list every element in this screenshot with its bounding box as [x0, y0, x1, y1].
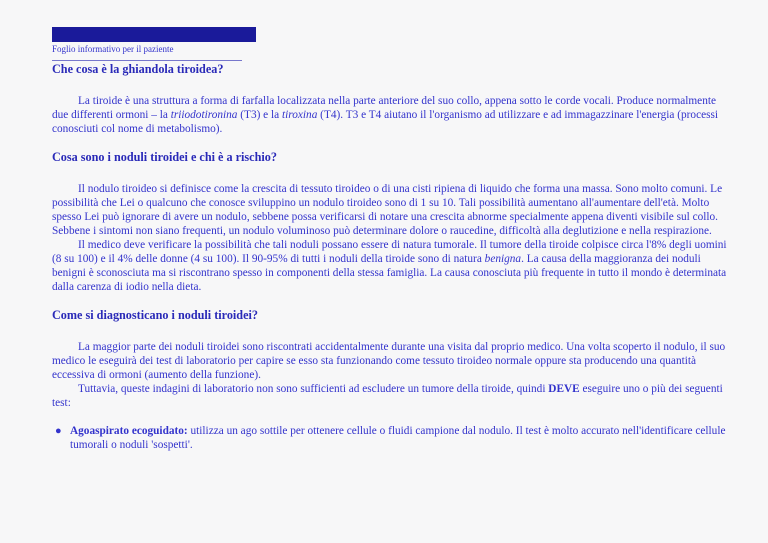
- paragraph: Tuttavia, queste indagini di laboratorio non sono sufficienti ad escludere un tumore della tiroide, quindi DEVE eseguire uno o più dei seguenti test:: [52, 383, 723, 409]
- paragraph: La maggior parte dei noduli tiroidei sono riscontrati accidentalmente durante una visita dal proprio medico. Una volta scoperto il nodulo, il suo medico le eseguirà dei test di laboratorio per capire se esso sta funzionando come tessuto tiroideo normale oppure sta producendo una quantità eccessiva di ormoni (aumento della funzione).: [52, 341, 726, 381]
- paragraph: Il medico deve verificare la possibilità che tali noduli possano essere di natura tumorale. Il tumore della tiroide colpisce circa l'8% degli uomini (8 su 100) e il 4% delle donne (4 su 100). Il 90-95% di tutti i noduli della tiroide sono di natura benigna. La causa della maggioranza dei noduli benigni è sconosciuta ma si riscontrano spesso in componenti della stessa famiglia. La causa conosciuta più frequente in tutto il mondo è determinata dalla carenza di iodio nella dieta.: [52, 239, 727, 293]
- document-body: [52, 62, 732, 452]
- bullet-icon: ●: [55, 425, 62, 437]
- section-title: Che cosa è la ghiandola tiroidea?: [52, 62, 224, 76]
- header-label: Foglio informativo per il paziente: [52, 44, 174, 54]
- section-title: Cosa sono i noduli tiroidei e chi è a rischio?: [52, 150, 277, 164]
- paragraph: Il nodulo tiroideo si definisce come la crescita di tessuto tiroideo o di una cisti ripiena di liquido che forma una massa. Sono molto comuni. Le possibilità che Lei o qualcuno che conosce sviluppino un nodulo tiroideo sono di 1 su 10. Tali possibilità aumentano all'aumentare dell'età. Molto spesso Lei può ignorare di avere un nodulo, sebbene possa verificarsi di notare una crescita abnorme specialmente appena diventi visibile sul collo. Sebbene i sintomi non siano frequenti, un nodulo voluminoso può determinare dolore o raucedine, difficoltà alla deglutizione e nella respirazione.: [52, 183, 723, 237]
- header-bar: [52, 27, 256, 42]
- test-list: [52, 424, 732, 452]
- header-rule: [52, 60, 242, 61]
- paragraph: La tiroide è una struttura a forma di farfalla localizzata nella parte anteriore del suo collo, appena sotto le corde vocali. Produce normalmente due differenti ormoni – la triiodotironina (T3) e la tiroxina (T4). T3 e T4 aiutano il l'organismo ad utilizzare e ad immagazzinare l'energia (processi conosciuti col nome di metabolismo).: [52, 95, 719, 135]
- list-item: ● Agoaspirato ecoguidato: utilizza un ago sottile per ottenere cellule o fluidi campione dal nodulo. Il test è molto accurato nell'identificare cellule tumorali o noduli 'sospetti'.: [55, 425, 726, 451]
- section-title: Come si diagnosticano i noduli tiroidei?: [52, 308, 258, 322]
